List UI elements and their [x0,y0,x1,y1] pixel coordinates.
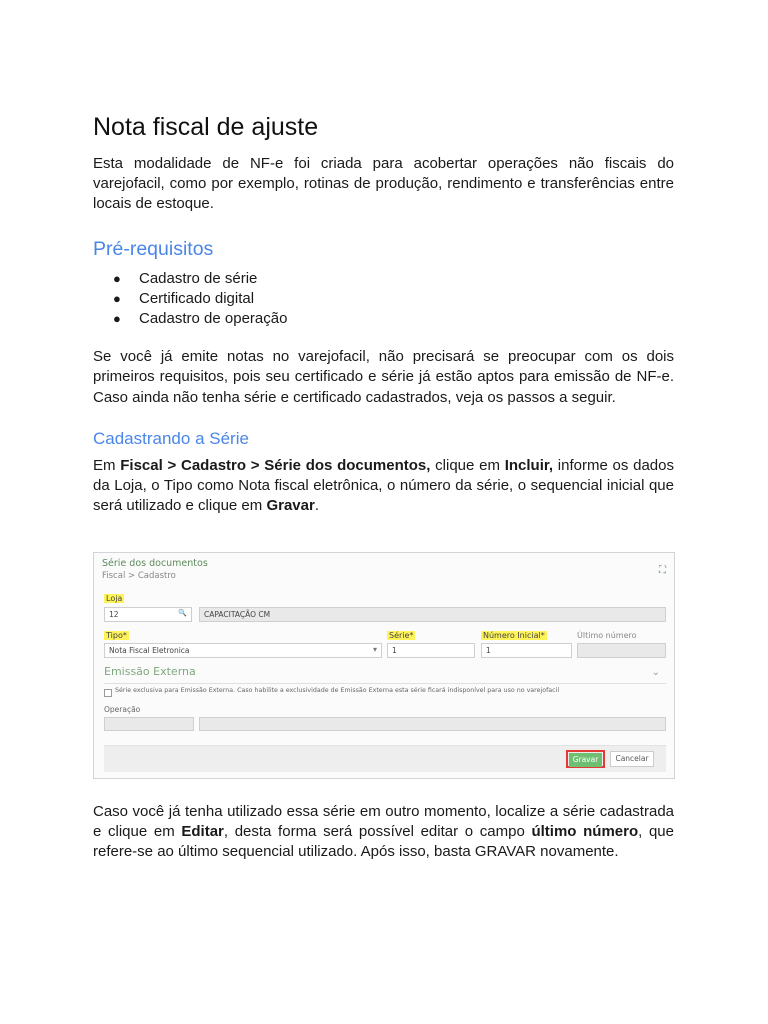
breadcrumb: Fiscal > Cadastro [102,571,176,581]
serie-label: Série* [389,631,414,640]
emissao-externa-heading[interactable]: Emissão Externa [104,665,196,678]
operacao-label: Operação [104,705,141,714]
expand-icon[interactable]: ⛶ [659,565,666,576]
cancelar-button[interactable]: Cancelar [610,751,654,767]
tipo-label: Tipo* [106,631,127,640]
chevron-down-icon[interactable]: ⌄ [651,667,660,678]
exclusive-checkbox-label: Série exclusiva para Emissão Externa. Caso habilite a exclusividade de Emissão Externa esta série ficará indisponível para uso no varejofacil [115,687,560,694]
bullet-icon: ● [113,270,121,286]
prereq-heading: Pré-requisitos [93,237,214,260]
list-item: ● Cadastro de série [113,269,674,289]
bullet-icon: ● [113,311,121,327]
serie-input[interactable]: 1 [387,643,475,658]
ultimo-numero-label: Último número [577,631,637,640]
ultimo-numero-field [577,643,666,658]
loja-name-field: CAPACITAÇÃO CM [199,607,666,622]
list-item: ● Certificado digital [113,289,674,309]
form-title: Série dos documentos [102,558,208,569]
list-item: ● Cadastro de operação [113,309,674,329]
serie-form-screenshot [93,552,675,779]
requirements-paragraph: Se você já emite notas no varejofacil, não precisará se preocupar com os dois primeiros requisitos, pois seu certificado e série já estão aptos para emissão de NF-e. Caso ainda não tenha série e certificado cadastrados, veja os passos a seguir. [93,348,674,406]
loja-input[interactable]: 12 🔍 [104,607,192,622]
operacao-code-field [104,717,194,731]
divider [104,683,666,684]
page-title: Nota fiscal de ajuste [93,113,319,141]
chevron-down-icon: ▾ [372,645,377,654]
document-body [93,112,674,516]
prereq-list [93,269,674,330]
loja-label: Loja [106,594,123,603]
numero-inicial-input[interactable]: 1 [481,643,572,658]
search-icon[interactable]: 🔍 [178,609,187,617]
numero-inicial-label: Número Inicial* [483,631,545,640]
tipo-select[interactable]: Nota Fiscal Eletronica ▾ [104,643,382,658]
outro-paragraph: Caso você já tenha utilizado essa série em outro momento, localize a série cadastrada e clique em Editar, desta forma será possível editar o campo último número, que refere-se ao último sequencial utilizado. Após isso, basta GRAVAR novamente. [93,803,674,861]
exclusive-checkbox[interactable] [104,689,112,697]
bullet-icon: ● [113,290,121,306]
serie-heading: Cadastrando a Série [93,428,249,448]
serie-paragraph: Em Fiscal > Cadastro > Série dos documentos, clique em Incluir, informe os dados da Loja, o Tipo como Nota fiscal eletrônica, o número da série, o sequencial inicial que será utilizado e clique em Gravar. [93,456,674,515]
form-footer [104,745,666,772]
intro-paragraph: Esta modalidade de NF-e foi criada para acobertar operações não fiscais do varejofacil, como por exemplo, rotinas de produção, rendimento e transferências entre locais de estoque. [93,155,674,213]
operacao-name-field [199,717,666,731]
gravar-button-outline[interactable] [566,750,605,768]
gravar-button[interactable]: Gravar [569,753,602,767]
outro-section [93,802,674,863]
